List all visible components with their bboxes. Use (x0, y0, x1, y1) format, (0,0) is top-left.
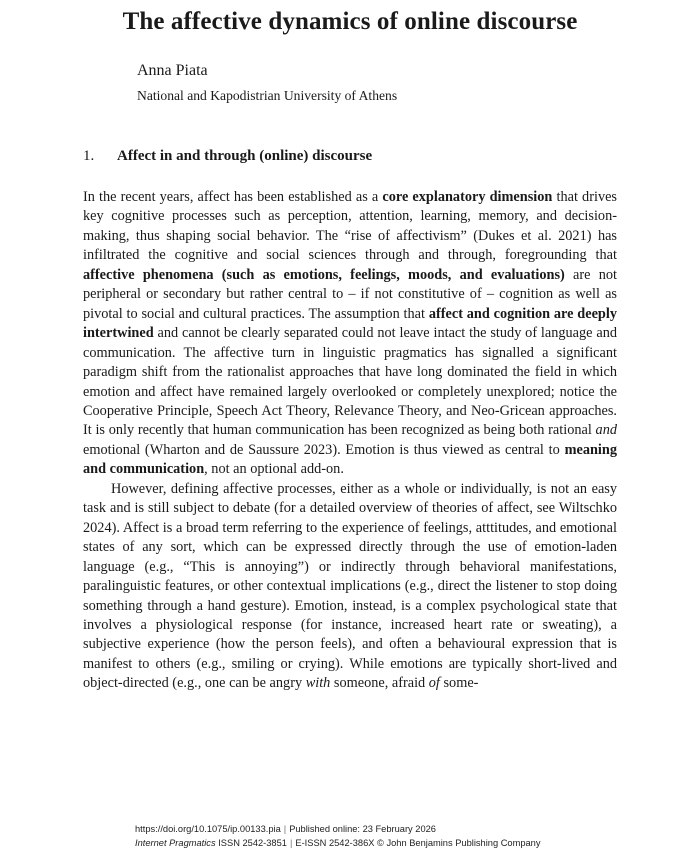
copyright: © John Benjamins Publishing Company (377, 838, 541, 848)
text-run: emotional (Wharton and de Saussure 2023). Emotion is thus viewed as central to (83, 441, 565, 458)
page-footer (135, 822, 540, 850)
text-run: some- (439, 675, 479, 692)
text-run: with (305, 675, 331, 692)
text-run: , not an optional add-on. (204, 461, 344, 478)
text-run: of (428, 675, 440, 692)
footer-separator: | (283, 824, 287, 834)
text-run: meaning and communication (83, 441, 617, 478)
paper-title: The affective dynamics of online discourse (122, 8, 578, 35)
published-date: Published online: 23 February 2026 (289, 824, 436, 834)
issn: ISSN 2542-3851 (218, 838, 287, 848)
text-run: affective phenomena (such as emotions, feelings, moods, and evaluations) (83, 266, 565, 283)
body-text (83, 188, 617, 694)
footer-separator: | (289, 838, 293, 848)
journal-name: Internet Pragmatics (135, 838, 216, 848)
text-run: In the recent years, affect has been established as a (83, 189, 383, 205)
text-run: affect and cognition are deeply intertwined (83, 305, 617, 342)
text-run: that drives key cognitive processes such as perception, attention, learning, memory, and decision-making, thus shaping social behavior. The “rise of affectivism” (Dukes et al. 2021) has infiltrated the cognitive and social sciences through and through, foregrounding that (83, 189, 617, 264)
text-run: someone, afraid (330, 675, 429, 692)
text-run: core explanatory dimension (382, 189, 553, 205)
author-name: Anna Piata (137, 62, 208, 79)
author-affiliation: National and Kapodistrian University of Athens (137, 88, 398, 103)
text-run: and cannot be clearly separated could not leave intact the study of language and communication. The affective turn in linguistic pragmatics has signalled a significant paradigm shift from the rationalist approaches that have long dominated the field in which emotion and affect have remained largely overlooked or completely unexplored; notice the Cooperative Principle, Speech Act Theory, Relevance Theory, and Neo-Gricean approaches. It is only recently that human communication has been recognized as being both rational (83, 325, 617, 439)
text-run: and (595, 422, 617, 439)
paragraph (83, 188, 617, 480)
paragraph (83, 480, 617, 694)
text-run: are not peripheral or secondary but rather central to – if not constitutive of – cognition as well as pivotal to social and cultural practices. The assumption that (83, 266, 617, 322)
text-run: However, defining affective processes, either as a whole or individually, is not an easy task and is still subject to debate (for a detailed overview of theories of affect, see Wiltschko 2024). Affect is a broad term referring to the experience of feelings, atttitudes, and emotional states of any sort, which can be expressed directly through the use of emotion-laden language (e.g., “This is annoying”) or indirectly through behavioral manifestations, paralinguistic features, or other contextual implications (e.g., direct the listener to stop doing something through a hand gesture). Emotion, instead, is a complex psychological state that involves a physiological response (for instance, increased heart rate or sweating), a subjective experience (how the person feels), and often a behavioural expression that is manifest to others (e.g., smiling or crying). While emotions are typically short-lived and object-directed (e.g., one can be angry (83, 480, 617, 692)
eissn: E-ISSN 2542-386X (295, 838, 375, 848)
section-heading (83, 148, 372, 165)
section-number: 1. (83, 148, 95, 164)
doi-link[interactable]: https://doi.org/10.1075/ip.00133.pia (135, 824, 281, 834)
section-title: Affect in and through (online) discourse (117, 148, 373, 164)
